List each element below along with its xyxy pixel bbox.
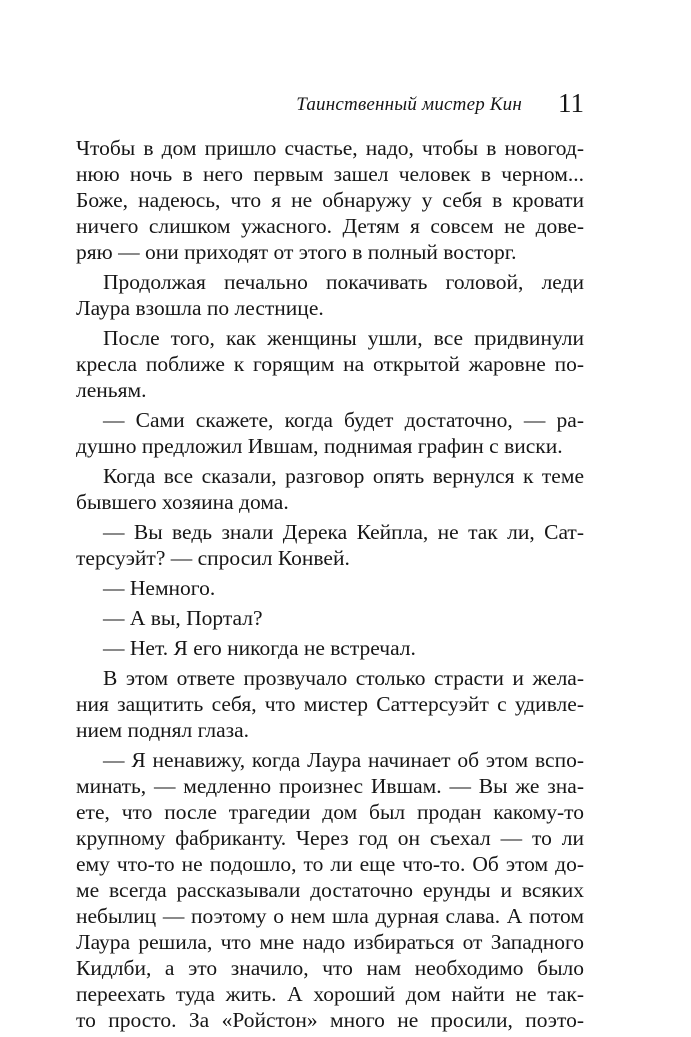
body-text bbox=[76, 135, 584, 1037]
text-line: ме всегда рассказывали достаточно ерунды и всяких bbox=[76, 878, 584, 902]
text-line: — Нет. Я его никогда не встречал. bbox=[103, 636, 416, 660]
text-line: В этом ответе прозвучало столько страсти и жела- bbox=[103, 666, 584, 690]
paragraph bbox=[76, 747, 584, 1033]
text-line: — Немного. bbox=[103, 576, 216, 600]
text-line: душно предложил Ившам, поднимая графин с виски. bbox=[76, 434, 563, 458]
paragraph bbox=[76, 519, 584, 571]
text-line: Боже, надеюсь, что я не обнаружу у себя в кровати bbox=[76, 188, 584, 212]
text-line: Продолжая печально покачивать головой, леди bbox=[103, 270, 584, 294]
text-line: терсуэйт? — спросил Конвей. bbox=[76, 546, 350, 570]
text-line: ничего слишком ужасного. Детям я совсем не дове- bbox=[76, 214, 584, 238]
text-line: кресла поближе к горящим на открытой жаровне по- bbox=[76, 352, 584, 376]
text-line: Лаура решила, что мне надо избираться от Западного bbox=[76, 930, 584, 954]
text-line: После того, как женщины ушли, все придвинули bbox=[103, 326, 584, 350]
paragraph bbox=[76, 135, 584, 265]
text-line: ния защитить себя, что мистер Саттерсуэйт с удивле- bbox=[76, 692, 584, 716]
text-line: — Вы ведь знали Дерека Кейпла, не так ли, Сат- bbox=[103, 520, 584, 544]
paragraph bbox=[76, 325, 584, 403]
text-line: ряю — они приходят от этого в полный восторг. bbox=[76, 240, 517, 264]
text-line: то просто. За «Ройстон» много не просили, поэто- bbox=[76, 1008, 584, 1032]
running-title: Таинственный мистер Кин bbox=[296, 94, 522, 115]
paragraph bbox=[76, 407, 584, 459]
text-line: ете, что после трагедии дом был продан какому-то bbox=[76, 800, 584, 824]
paragraph bbox=[76, 463, 584, 515]
paragraph bbox=[76, 575, 584, 601]
text-line: нием поднял глаза. bbox=[76, 718, 250, 742]
text-line: — Сами скажете, когда будет достаточно, — ра- bbox=[103, 408, 584, 432]
text-line: Чтобы в дом пришло счастье, надо, чтобы в новогод- bbox=[76, 136, 584, 160]
paragraph bbox=[76, 269, 584, 321]
text-line: минать, — медленно произнес Ившам. — Вы же зна- bbox=[76, 774, 584, 798]
text-line: леньям. bbox=[76, 378, 147, 402]
running-header bbox=[76, 88, 584, 124]
text-line: ему что-то не подошло, то ли еще что-то. Об этом до- bbox=[76, 852, 584, 876]
text-line: Кидлби, а это значило, что нам необходимо было bbox=[76, 956, 584, 980]
text-line: небылиц — поэтому о нем шла дурная слава. А потом bbox=[76, 904, 584, 928]
text-line: переехать туда жить. А хороший дом найти не так- bbox=[76, 982, 584, 1006]
text-line: нюю ночь в него первым зашел человек в черном... bbox=[76, 162, 584, 186]
text-line: Лаура взошла по лестнице. bbox=[76, 296, 324, 320]
paragraph bbox=[76, 635, 584, 661]
text-line: бывшего хозяина дома. bbox=[76, 490, 289, 514]
text-line: Когда все сказали, разговор опять вернулся к теме bbox=[103, 464, 584, 488]
paragraph bbox=[76, 605, 584, 631]
page-number: 11 bbox=[558, 88, 584, 118]
text-line: — А вы, Портал? bbox=[103, 606, 263, 630]
text-line: крупному фабриканту. Через год он съехал — то ли bbox=[76, 826, 584, 850]
paragraph bbox=[76, 665, 584, 743]
text-line: — Я ненавижу, когда Лаура начинает об этом вспо- bbox=[103, 748, 584, 772]
